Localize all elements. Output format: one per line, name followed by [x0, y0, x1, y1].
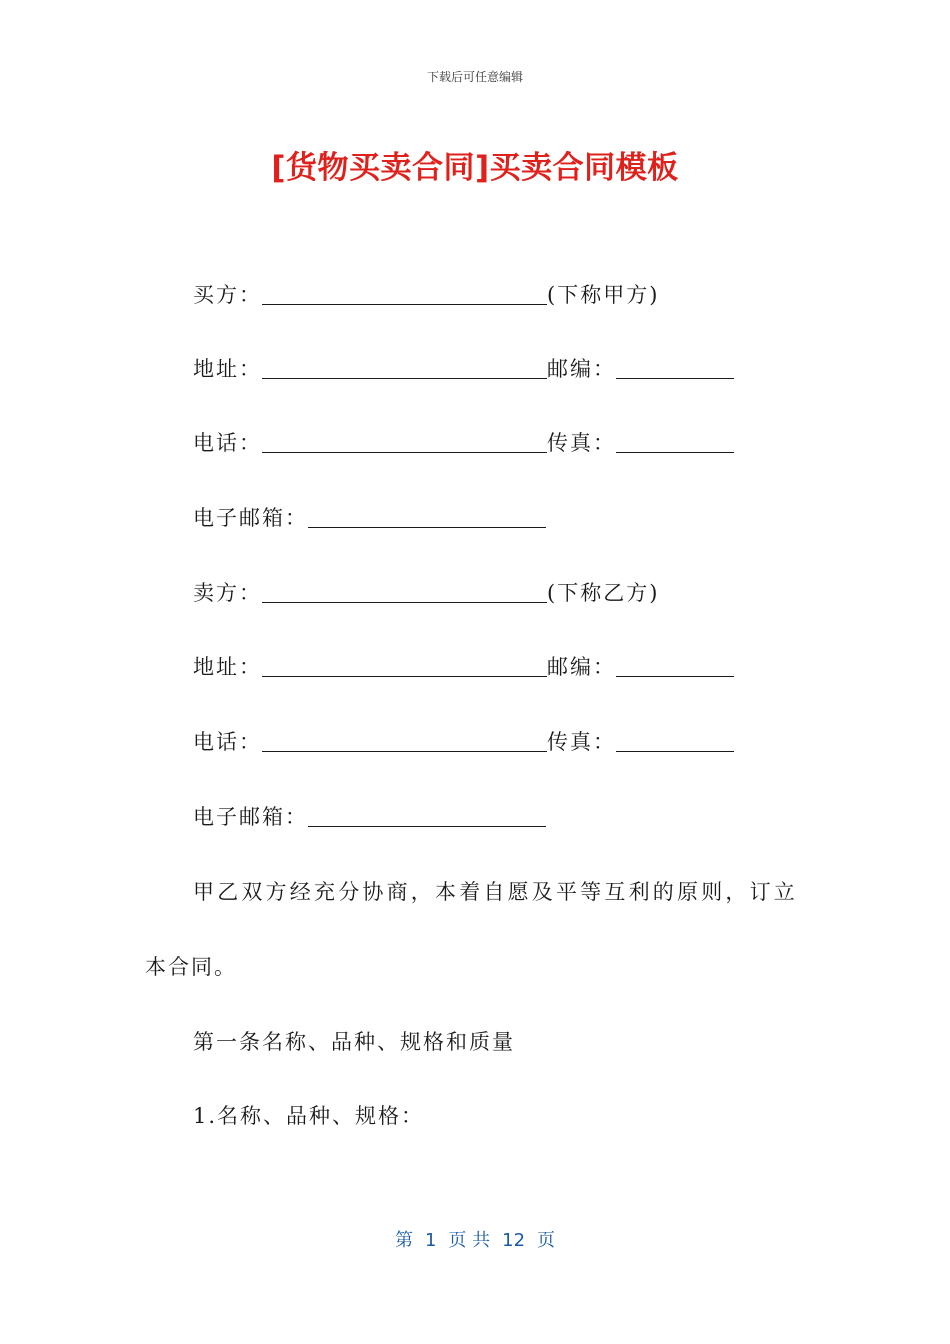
seller-email-label: 电子邮箱：	[193, 805, 308, 829]
seller-party-row	[193, 578, 659, 608]
buyer-suffix: (下称甲方)	[547, 283, 660, 307]
seller-phone-label: 电话：	[193, 730, 262, 754]
document-title: [货物买卖合同]买卖合同模板	[271, 150, 679, 186]
buyer-phone-label: 电话：	[193, 431, 262, 455]
buyer-name-blank[interactable]	[262, 282, 547, 305]
page-footer	[0, 1226, 950, 1252]
seller-postcode-blank[interactable]	[616, 654, 734, 677]
article-1-title: 第一条名称、品种、规格和质量	[193, 1030, 515, 1054]
seller-label: 卖方：	[193, 581, 262, 605]
buyer-address-label: 地址：	[193, 357, 262, 381]
buyer-phone-blank[interactable]	[262, 430, 547, 453]
seller-address-label: 地址：	[193, 655, 262, 679]
item-1: 1.名称、品种、规格：	[193, 1104, 425, 1128]
seller-email-row	[193, 802, 546, 832]
seller-fax-label: 传真：	[547, 730, 616, 754]
seller-address-row	[193, 652, 734, 682]
footer-middle: 页 共	[448, 1230, 491, 1251]
footer-prefix: 第	[394, 1230, 413, 1251]
buyer-email-label: 电子邮箱：	[193, 506, 308, 530]
buyer-phone-row	[193, 428, 734, 458]
header-note: 下载后可任意编辑	[426, 70, 523, 84]
seller-phone-row	[193, 727, 734, 757]
buyer-email-blank[interactable]	[308, 505, 546, 528]
buyer-label: 买方：	[193, 283, 262, 307]
footer-total-pages: 12	[502, 1230, 526, 1251]
seller-postcode-label: 邮编：	[547, 655, 616, 679]
intro-line-1: 甲乙双方经充分协商，本着自愿及平等互利的原则，订立	[193, 880, 798, 904]
footer-suffix: 页	[537, 1230, 556, 1251]
buyer-party-row	[193, 280, 659, 310]
buyer-address-blank[interactable]	[262, 356, 547, 379]
seller-phone-blank[interactable]	[262, 729, 547, 752]
seller-email-blank[interactable]	[308, 804, 546, 827]
buyer-fax-label: 传真：	[547, 431, 616, 455]
seller-suffix: (下称乙方)	[547, 581, 660, 605]
buyer-fax-blank[interactable]	[616, 430, 734, 453]
intro-line-2: 本合同。	[145, 955, 237, 979]
footer-page-number: 1	[424, 1230, 437, 1251]
buyer-postcode-blank[interactable]	[616, 356, 734, 379]
buyer-email-row	[193, 503, 546, 533]
buyer-address-row	[193, 354, 734, 384]
seller-address-blank[interactable]	[262, 654, 547, 677]
buyer-postcode-label: 邮编：	[547, 357, 616, 381]
seller-name-blank[interactable]	[262, 580, 547, 603]
seller-fax-blank[interactable]	[616, 729, 734, 752]
